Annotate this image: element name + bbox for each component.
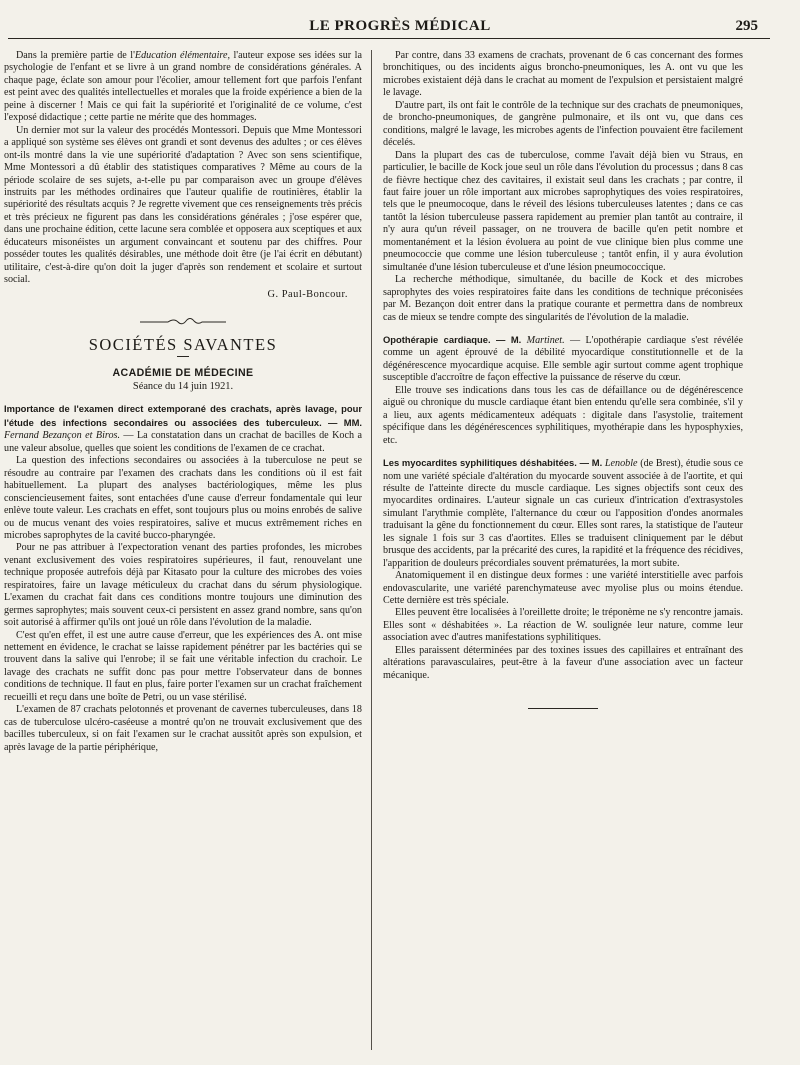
body-paragraph: D'autre part, ils ont fait le contrôle de la technique sur des crachats de pneumoniques, de broncho-pneumoniques, de gangrène pulmonaire, et ils ont vu, que dans ces conditions, malgré le lavage, les microbes agents de l'infection pouvaient être facilement décelés. — [383, 99, 743, 149]
text-run: (de Brest), étudie sous ce nom une variété spéciale d'altération du myocarde souvent associée à de l'aortite, et qui résulte de l'atteinte directe du muscle cardiaque. Les signes objectifs sont ceux des myocardites ordinaires. L'auteur signale un cas curieux d'intrication d'extrasystoles simulant l'arythmie complète, l'alternance du cœur ou l'apposition d'ondes anormales traduisant la gêne du fonctionnement du cœur. Elles sont rares, la statistique de l'auteur les signale 1 fois sur 3 cas d'aortites. Elles se traduisent cliniquement par le début brusque des accidents, par la précarité des cures, la rapidité et la fréquence des récidives, l'apparition de douleurs précordiales souvent prématurées, la mort subite. — [383, 458, 743, 569]
body-paragraph: Elles peuvent être localisées à l'oreillette droite; le tréponème ne s'y rencontre jamais. Elles sont « déshabitées ». La réaction de W. soulignée leur nature, comme leur association avec d'autres manifestations syphilitiques. — [383, 607, 743, 644]
rubric-title: Les myocardites syphilitiques déshabitées. — M. — [383, 457, 603, 469]
body-paragraph: La recherche méthodique, simultanée, du bacille de Kock et des microbes saprophytes des voies respiratoires faite dans les conditions de technique préconisées par M. Bezançon doit entrer dans la pratique courante et permettra dans de nombreux cas de mieux se tendre compte des singularités de l'évolution de la maladie. — [383, 274, 743, 323]
rubric-title: Opothérapie cardiaque. — M. — [383, 333, 522, 345]
text-run: — L'opothérapie cardiaque s'est révélée comme un agent éprouvé de la débilité myocardique constitutionnelle et de la dégénérescence myocardique acquise. Elle semble agir surtout comme agent trophique susceptible d'accroître de façon effective la puissance de réserve du cœur. — [383, 334, 743, 384]
end-rule — [528, 708, 598, 709]
page-header — [0, 18, 800, 40]
left-column — [4, 50, 362, 1060]
body-paragraph: C'est qu'en effet, il est une autre cause d'erreur, que les expériences des A. ont mise nettement en évidence, le crachat se laisse rapidement pénétrer par les bactéries qui se trouvent dans la salive qui l'enrobe; il se fait une véritable infection du crachoir. Le lavage des crachats ne suffit donc pas pour mettre l'observateur dans de bonnes conditions de technique. Il faut en plus, faire porter l'examen sur un crachat fraîchement recueilli et reçu dans une boîte de Petri, ou un vase stérilisé. — [4, 629, 362, 703]
text-run: l'auteur expose ses idées sur la psychologie de l'enfant et se livre à un grand nombre de considérations générales. A chaque page, éclate son amour pour l'écolier, amour tellement fort que parfois l'enfant est peint avec des qualités intellectuelles et morales que la froide expérience a bien de la peine à discerner ! Mais ce qui fait la supériorité et l'originalité de ce volume, c'est l'exposé didactique ; cette partie ne mérite que des hommages. — [4, 50, 362, 124]
section-title: SOCIÉTÉS SAVANTES — [88, 335, 278, 355]
review-paragraph — [4, 50, 362, 125]
ornament-flourish-icon — [138, 315, 228, 327]
body-paragraph: La question des infections secondaires ou associées à la tuberculose ne peut se résoudre au contraire par l'examen des crachats dans les conditions où il est fait habituellement. La plupart des analyses bactériologiques, même les plus consciencieusement faites, sont entachées d'une cause d'erreur fondamentale qui leur enlève toute valeur. Les crachats en effet, sont toujours plus ou moins enrobés de salive ou de mucus venant des voies respiratoires, salive et mucus extrêmement riches en microbes saprophytes de la cavité bucco-pharyngée. — [4, 455, 362, 541]
column-divider — [371, 50, 372, 1050]
rubric-title: Importance de l'examen direct extemporané des crachats, après lavage, pour l'étude des infections secondaires ou associées des tuberculeux. — MM. — [4, 403, 362, 428]
rubric-authors: Fernand Bezançon et Biros. — [4, 430, 120, 442]
academy-heading: ACADÉMIE DE MÉDECINE — [112, 366, 254, 379]
text-run: — La constatation dans un crachat de bacilles de Koch a une valeur absolue, quelles que soient les conditions de l'examen de ce crachat. — [4, 430, 362, 454]
rubric-paragraph — [383, 457, 743, 570]
text-run: Dans la première partie de l' — [16, 50, 135, 61]
page-number: 295 — [735, 18, 758, 34]
session-date: Séance du 14 juin 1921. — [132, 380, 234, 392]
right-column — [383, 50, 743, 1060]
body-paragraph: Pour ne pas attribuer à l'expectoration venant des parties profondes, les microbes venant exclusivement des voies respiratoires supérieures, il faut, renouvelant une technique proposée autrefois déjà par Kitasato pour la culture des microbes des voies respiratoires, faire un lavage méticuleux du crachat dans du sérum physiologique. L'examen du crachat fait dans ces conditions montre toujours une diminution des germes saprophytes; mais souvent ceux-ci persistent en assez grand nombre, sans qu'on soit autorisé à affirmer qu'ils ont joué un rôle dans l'évolution de la maladie. — [4, 542, 362, 629]
journal-title: LE PROGRÈS MÉDICAL — [309, 18, 491, 34]
body-paragraph: Elle trouve ses indications dans tous les cas de défaillance ou de dégénérescence aiguë ou chronique du muscle cardiaque étant bien entendu qu'elle sera combinée, s'il y a lieu, aux agents médicamenteux adéquats : digitale dans l'asystolie, traitement spécifique dans les dégénérescences syphilitiques, myothérapie dans les hyposphyxies, etc. — [383, 384, 743, 446]
body-paragraph: Dans la plupart des cas de tuberculose, comme l'avait déjà bien vu Straus, en particulier, le bacille de Kock joue seul un rôle dans l'évolution du processus ; dans 8 cas de fièvre hectique chez des cavitaires, il existait seul dans les crachats ; par contre, il faut faire jouer un rôle important aux microbes saprophytiques des voies respiratoires, tels que le pneumocoque, dans le réveil des lésions tuberculeuses latentes ; dans ce cas tantôt la lésion tuberculeuse passera rapidement au premier plan tantôt au contraire, il n'y aura qu'un réveil passager, on ne trouvera de bacille qu'en petit nombre et momentanément et la lésion évoluera au point de vue clinique bien plus comme une pneumococcie que comme une lésion tuberculeuse ; tantôt enfin, il y aura évolution simultanée d'une lésion tuberculeuse et d'une lésion pneumococcique. — [383, 149, 743, 273]
rubric-paragraph — [383, 334, 743, 385]
title-rule — [177, 356, 189, 357]
body-paragraph: Par contre, dans 33 examens de crachats, provenant de 6 cas concernant des formes bronchitiques, ou des incidents aigus broncho-pneumoniques, les A. ont vu que les microbes existaient déjà dans le crachat au moment de l'expulsion et persistaient malgré le lavage. — [383, 50, 743, 99]
review-paragraph: Un dernier mot sur la valeur des procédés Montessori. Depuis que Mme Montessori a appliqué son système ses élèves ont grandi et sont devenus des adultes ; or ces élèves ont-ils montré dans la vie une supériorité d'adaptation ? Avec son sens scientifique, Mme Montessori a dû établir des statistiques comparatives ? Même au cours de la période scolaire de ses sujets, a-t-elle pu par comparaison avec un groupe d'élèves instruits par les méthodes ordinaires que l'auteur qualifie de routinières, établir la supériorité des résultats acquis ? Je regrette vivement que ces renseignements très précis et très précieux ne figurent pas dans les considérations générales ; j'ose espérer que, dans une prochaine édition, cette lacune sera comblée et opposera aux sceptiques et aux éducateurs misonéistes un argument convaincant et soutenu par des chiffres. Pour posséder toutes les qualités désirables, une méthode doit être (je l'ai écrit en débutant) utilitaire, c'est-à-dire qu'on doit la juger d'après son rendement et scolaire et surtout social. — [4, 124, 362, 286]
header-rule — [8, 38, 770, 39]
body-paragraph: Elles paraissent déterminées par des toxines issues des capillaires et entraînant des altérations paravasculaires, peut-être à la faveur d'une association avec un facteur mécanique. — [383, 644, 743, 681]
rubric-authors: Martinet. — [526, 334, 565, 346]
book-title-italic: Education élémentaire, — [134, 50, 230, 61]
rubric-paragraph — [4, 403, 362, 455]
spacer — [383, 447, 743, 457]
body-paragraph: L'examen de 87 crachats pelotonnés et provenant de cavernes tuberculeuses, dans 18 cas de tuberculose ulcéro-caséeuse a montré qu'on ne trouvait exclusivement que des bacilles tuberculeux, si on fait l'examen sur le crachat aussitôt après son expulsion, et après lavage de la partie périphérique, — [4, 704, 362, 753]
body-paragraph: Anatomiquement il en distingue deux formes : une variété interstitielle avec parfois endovascularite, une variété parenchymateuse avec myolise plus ou moins étendue. Cette dernière est très spéciale. — [383, 570, 743, 607]
rubric-authors: Lenoble — [604, 458, 638, 470]
author-signature: G. Paul-Boncour. — [267, 288, 348, 300]
spacer — [383, 324, 743, 334]
